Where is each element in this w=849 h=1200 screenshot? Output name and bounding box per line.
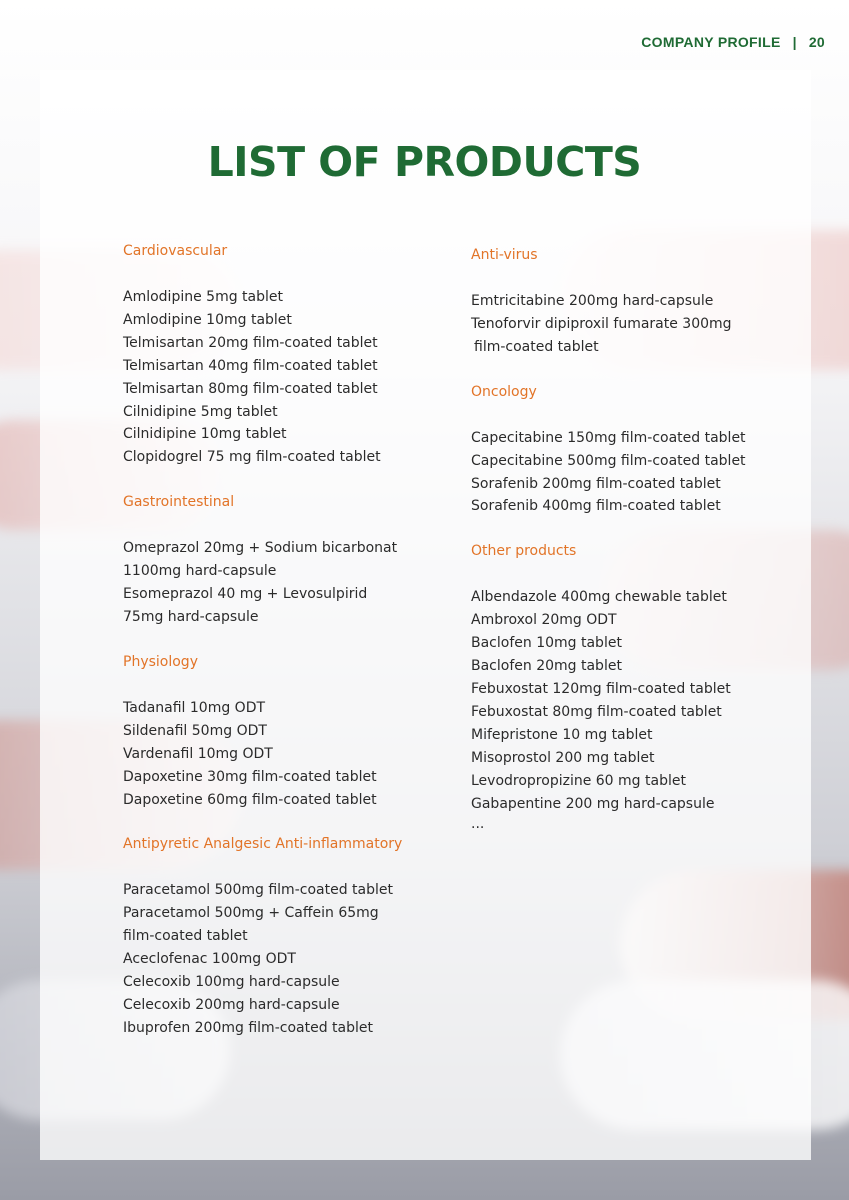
section-gastrointestinal: [123, 492, 453, 629]
section-anti-virus: [471, 245, 801, 359]
product-item: Clopidogrel 75 mg film-coated tablet: [123, 449, 381, 466]
product-item: Mifepristone 10 mg tablet: [471, 726, 653, 743]
page-title: LIST OF PRODUCTS: [207, 138, 642, 186]
product-item: Telmisartan 20mg film-coated tablet: [123, 334, 378, 351]
product-item: Esomeprazol 40 mg + Levosulpirid: [123, 586, 368, 603]
product-item: Celecoxib 200mg hard-capsule: [123, 996, 340, 1013]
section-antipyretic-analgesic-anti-inflammatory: [123, 834, 453, 1039]
section-title: Cardiovascular: [123, 243, 228, 259]
product-item: Capecitabine 500mg film-coated tablet: [471, 452, 746, 469]
product-item: Capecitabine 150mg film-coated tablet: [471, 429, 746, 446]
product-item: Telmisartan 80mg film-coated tablet: [123, 380, 378, 397]
section-title: Antipyretic Analgesic Anti-inflammatory: [123, 836, 403, 853]
product-item: 1100mg hard-capsule: [123, 563, 277, 580]
section-title: Anti-virus: [471, 247, 538, 263]
product-item: Paracetamol 500mg film-coated tablet: [123, 882, 393, 899]
product-item: Tenoforvir dipiproxil fumarate 300mg: [471, 315, 732, 332]
product-item: Sorafenib 400mg film-coated tablet: [471, 498, 721, 515]
product-item: Cilnidipine 10mg tablet: [123, 426, 287, 443]
product-item: Sorafenib 200mg film-coated tablet: [471, 475, 721, 492]
product-item: Amlodipine 10mg tablet: [123, 311, 292, 328]
page-number: 20: [808, 34, 825, 50]
product-item: film-coated tablet: [474, 338, 599, 355]
product-item: Cilnidipine 5mg tablet: [123, 403, 278, 420]
product-item: 75mg hard-capsule: [123, 608, 259, 625]
product-item: Telmisartan 40mg film-coated tablet: [123, 357, 378, 374]
product-item: Ambroxol 20mg ODT: [471, 612, 617, 629]
product-item: Vardenafil 10mg ODT: [123, 745, 273, 762]
product-item: Paracetamol 500mg + Caffein 65mg: [123, 905, 379, 922]
product-item: Baclofen 20mg tablet: [471, 658, 622, 675]
product-item: Amlodipine 5mg tablet: [123, 289, 283, 305]
product-item: Albendazole 400mg chewable tablet: [471, 589, 727, 606]
product-item: Misoprostol 200 mg tablet: [471, 749, 655, 766]
product-item: Sildenafil 50mg ODT: [123, 722, 267, 739]
product-item: Omeprazol 20mg + Sodium bicarbonat: [123, 540, 398, 557]
company-profile-label: COMPANY PROFILE: [641, 34, 781, 50]
product-item: Ibuprofen 200mg film-coated tablet: [123, 1019, 373, 1036]
product-item: Levodropropizine 60 mg tablet: [471, 772, 686, 789]
product-item: Dapoxetine 60mg film-coated tablet: [123, 791, 377, 808]
section-title: Other products: [471, 543, 577, 560]
product-item: Celecoxib 100mg hard-capsule: [123, 974, 340, 991]
product-item: Febuxostat 120mg film-coated tablet: [471, 680, 731, 697]
section-oncology: [471, 382, 801, 519]
section-title: Physiology: [123, 653, 198, 670]
product-item: Emtricitabine 200mg hard-capsule: [471, 293, 714, 309]
section-title: Gastrointestinal: [123, 494, 235, 511]
section-cardiovascular: [123, 241, 453, 469]
right-column: [471, 245, 801, 856]
section-other-products: [471, 541, 801, 833]
product-item: Aceclofenac 100mg ODT: [123, 951, 296, 968]
product-item: Dapoxetine 30mg film-coated tablet: [123, 768, 377, 785]
more-ellipsis: ...: [471, 816, 485, 833]
product-item: Tadanafil 10mg ODT: [123, 699, 266, 716]
product-item: Baclofen 10mg tablet: [471, 635, 622, 652]
header-separator: |: [792, 34, 797, 50]
page-header: [641, 34, 825, 50]
section-physiology: [123, 652, 453, 812]
left-column: [123, 241, 453, 1063]
product-item: Gabapentine 200 mg hard-capsule: [471, 795, 715, 812]
product-item: Febuxostat 80mg film-coated tablet: [471, 703, 722, 720]
section-title: Oncology: [471, 383, 537, 400]
product-item: film-coated tablet: [123, 928, 248, 945]
